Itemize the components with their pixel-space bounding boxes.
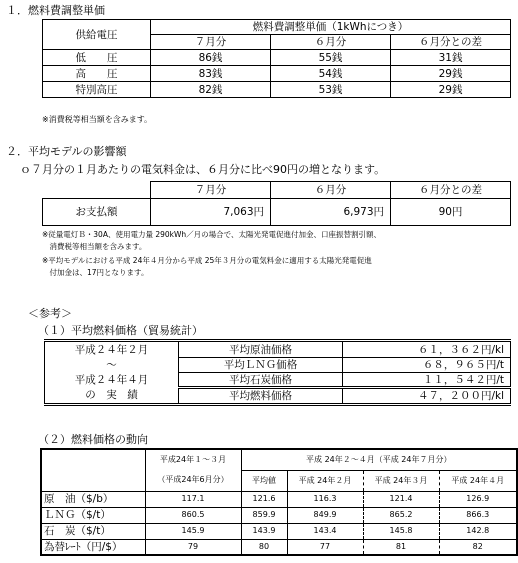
payment-july: 7,063円: [151, 199, 271, 226]
cell: 55銭: [271, 50, 391, 66]
cell: 117.1: [145, 491, 241, 507]
col-july: ７月分: [151, 35, 271, 50]
section2-heading: ２．平均モデルの影響額: [6, 145, 127, 158]
blank-corner: [43, 182, 151, 199]
section2-note-2: 消費税等相当額を含みます。: [42, 242, 147, 251]
row-label: 原 油（$/b）: [41, 491, 145, 507]
cell: 860.5: [145, 507, 241, 523]
cell: 29銭: [391, 66, 511, 82]
cell: 77: [287, 539, 363, 555]
cell: 866.3: [439, 507, 517, 523]
header-period-a-sub: （平成24年6月分）: [145, 470, 241, 491]
row-label: 特別高圧: [43, 82, 151, 98]
cell: 865.2: [363, 507, 439, 523]
cell: 80: [241, 539, 287, 555]
col-june: ６月分: [271, 35, 391, 50]
bill-impact-table: [42, 181, 511, 226]
fuel-label: 平均ＬＮＧ価格: [179, 358, 343, 373]
fuel-value: ６８，９６５円/t: [343, 358, 511, 373]
sub2-heading: （２）燃料価格の動向: [38, 433, 148, 446]
fuel-label: 平均燃料価格: [179, 388, 343, 405]
row-label: 石 炭（$/t）: [41, 523, 145, 539]
cell: 116.3: [287, 491, 363, 507]
col-diff: ６月分との差: [391, 182, 511, 199]
fuel-trend-table: [40, 448, 518, 556]
cell: 31銭: [391, 50, 511, 66]
cell: 849.9: [287, 507, 363, 523]
cell: 54銭: [271, 66, 391, 82]
period-line-1: 平成２４年２月: [45, 341, 179, 358]
fuel-value: ６１，３６２円/kl: [343, 341, 511, 358]
row-label: 為替ﾚｰﾄ（円/$）: [41, 539, 145, 555]
col-feb: 平成 24年２月: [287, 470, 363, 491]
supply-voltage-header: 供給電圧: [43, 20, 151, 50]
col-apr: 平成 24年４月: [439, 470, 517, 491]
col-july: ７月分: [151, 182, 271, 199]
cell: 81: [363, 539, 439, 555]
cell: 121.6: [241, 491, 287, 507]
cell: 143.4: [287, 523, 363, 539]
section1-heading: １．燃料費調整単価: [6, 4, 105, 17]
cell: 121.4: [363, 491, 439, 507]
col-june: ６月分: [271, 182, 391, 199]
cell: 145.8: [363, 523, 439, 539]
payment-june: 6,973円: [271, 199, 391, 226]
row-label: 高 圧: [43, 66, 151, 82]
avg-fuel-price-table: [44, 339, 511, 406]
fuel-value: ４７，２００円/kl: [343, 388, 511, 405]
cell: 83銭: [151, 66, 271, 82]
cell: 86銭: [151, 50, 271, 66]
period-line-2: ～: [45, 358, 179, 373]
fuel-adjustment-table: [42, 19, 511, 98]
reference-heading: ＜参考＞: [28, 307, 72, 320]
payment-diff: 90円: [391, 199, 511, 226]
header-period-b: 平成 24年２～４月（平成 24年７月分）: [241, 449, 517, 470]
sub1-heading: （１）平均燃料価格（貿易統計）: [38, 324, 203, 337]
fuel-label: 平均石炭価格: [179, 373, 343, 388]
col-mar: 平成 24年３月: [363, 470, 439, 491]
section1-note: ※消費税等相当額を含みます。: [42, 115, 153, 124]
header-period-a: 平成24年１～３月: [145, 449, 241, 470]
fuel-value: １１，５４２円/t: [343, 373, 511, 388]
cell: 126.9: [439, 491, 517, 507]
col-average: 平均値: [241, 470, 287, 491]
section2-note-4: 付加金は、17円となります。: [42, 268, 149, 277]
section2-lead: ｏ７月分の１月あたりの電気料金は、６月分に比べ90円の増となります。: [20, 163, 386, 176]
cell: 53銭: [271, 82, 391, 98]
row-label: 低 圧: [43, 50, 151, 66]
cell: 143.9: [241, 523, 287, 539]
section2-note-1: ※従量電灯Ｂ・30A、使用電力量 290kWh／月の場合で、太陽光発電促進付加金、口座振替割引額、: [42, 230, 382, 239]
unit-price-header: 燃料費調整単価（1kWhにつき）: [151, 20, 511, 35]
section2-note-3: ※平均モデルにおける平成 24年４月分から平成 25年３月分の電気料金に適用する太陽光発電促進: [42, 256, 372, 265]
blank-header: [41, 449, 145, 491]
cell: 82銭: [151, 82, 271, 98]
fuel-label: 平均原油価格: [179, 341, 343, 358]
cell: 29銭: [391, 82, 511, 98]
cell: 79: [145, 539, 241, 555]
cell: 859.9: [241, 507, 287, 523]
cell: 142.8: [439, 523, 517, 539]
period-line-3: 平成２４年４月: [45, 373, 179, 388]
payment-label: お支払額: [43, 199, 151, 226]
col-diff: ６月分との差: [391, 35, 511, 50]
cell: 82: [439, 539, 517, 555]
cell: 145.9: [145, 523, 241, 539]
period-line-4: の 実 績: [45, 388, 179, 405]
row-label: ＬＮＧ（$/t）: [41, 507, 145, 523]
